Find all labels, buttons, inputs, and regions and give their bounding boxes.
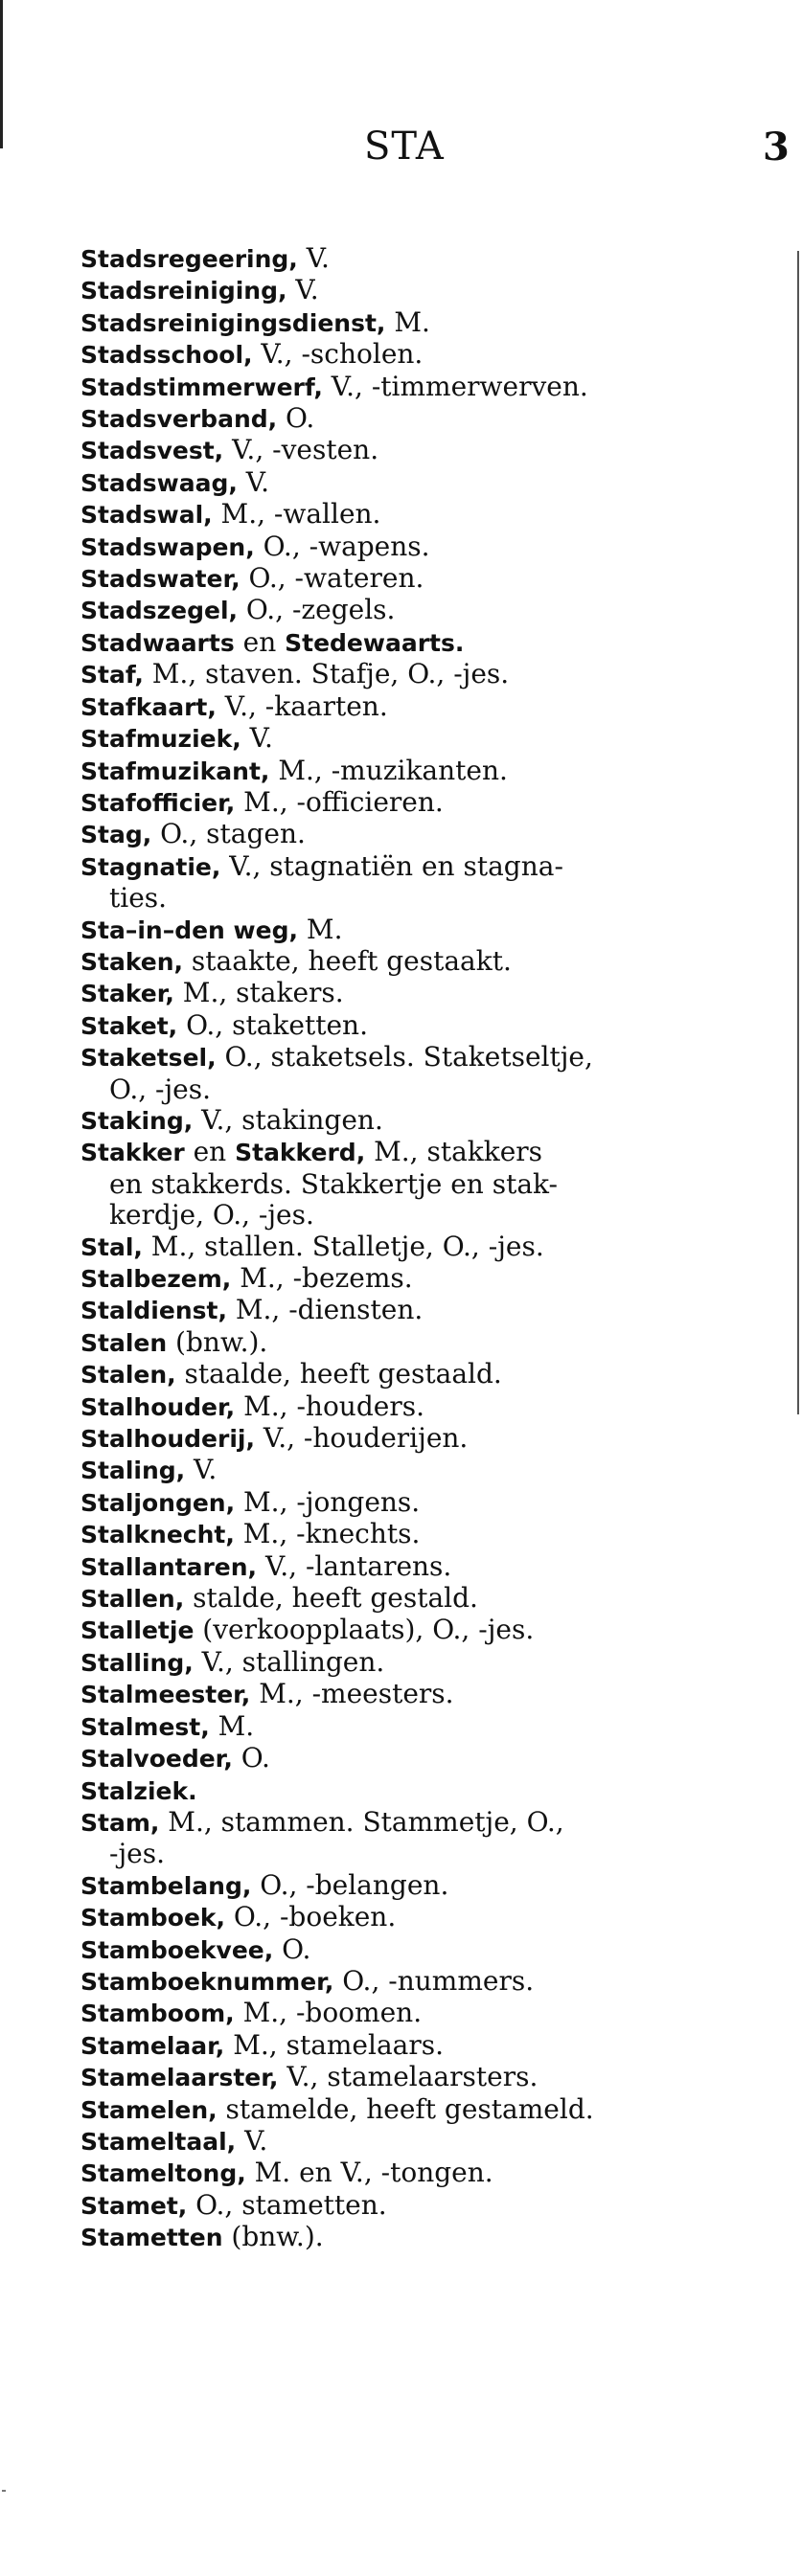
entry-line [80,1390,424,1422]
headword: Stalziek. [80,1776,197,1805]
definition-text: en [184,1136,236,1168]
entry-line [80,850,563,882]
definition-text: (bnw.). [167,1325,268,1358]
dictionary-entry [80,2190,778,2222]
page-title: STA [364,124,445,169]
headword: Stalmeester, [80,1681,251,1709]
right-column-rule [797,251,799,1414]
dictionary-entry [80,1487,778,1519]
definition-text: O. [277,402,315,435]
headword: Staf, [80,661,144,689]
entry-continuation-line [80,1169,778,1200]
headword: Stagnatie, [80,852,221,881]
headword: Stalen, [80,1361,176,1390]
definition-text: V. [185,1454,218,1486]
dictionary-entry [80,499,778,531]
entry-line [80,1422,468,1454]
dictionary-entry [80,1615,778,1646]
definition-text: O. [273,1932,311,1965]
definition-text: M., -diensten. [226,1294,424,1326]
definition-text: V., -kaarten. [216,689,388,722]
dictionary-entry [80,915,778,946]
definition-text: stamelde, heeft gestameld. [217,2092,594,2125]
definition-text: M., stamelaars. [224,2028,444,2061]
headword: Stadsreinigingsdienst, [80,308,386,337]
definition-text: V., stamelaarsters. [278,2061,538,2093]
headword: Stadsreiniging, [80,277,287,305]
headword: Stamboom, [80,2000,235,2028]
definition-text: O., staketsels. Staketseltje, [216,1041,593,1073]
headword: Stadszegel, [80,597,239,625]
entry-line [80,722,273,754]
entry-line [80,1806,564,1838]
definition-text: O. [232,1742,270,1774]
definition-text: staalde, heeft gestaald. [175,1358,502,1390]
definition-text: staakte, heeft gestaakt. [183,944,512,977]
definition-text: M. [298,913,343,945]
dictionary-entry [80,2062,778,2093]
entry-continuation-line [80,1074,778,1105]
entry-line [80,658,509,689]
definition-text: O., -zegels. [238,594,396,626]
entry-line [80,1869,448,1901]
headword: Stalletje [80,1616,195,1645]
dictionary-entry [80,1775,778,1807]
headword: Stadswal, [80,501,213,530]
definition-text: stalde, heeft gestald. [184,1582,478,1615]
headword: Stadsregeering, [80,245,298,273]
margin-mark [2,2490,6,2492]
entry-line [80,562,424,594]
entry-line [80,371,588,402]
headword: Stedewaarts. [285,628,465,657]
definition-text: V. [241,722,273,755]
definition-text: V., -lantarens. [257,1549,452,1582]
definition-text: M., staven. Stafje, O., -jes. [143,658,510,690]
dictionary-entry [80,1551,778,1583]
dictionary-entry [80,372,778,403]
dictionary-entry [80,1807,778,1870]
headword: Stamelaarster, [80,2064,279,2092]
headword: Stamboek, [80,1904,226,1932]
dictionary-entry [80,819,778,850]
definition-text: V., -timmerwerven. [322,370,588,402]
entry-line [80,1136,542,1167]
definition-text: V. [286,274,319,306]
entry-line [80,914,342,945]
dictionary-entry [80,275,778,306]
headword: Stafofficier, [80,788,236,817]
dictionary-entry [80,1743,778,1774]
entry-line [80,1582,478,1614]
dictionary-entry [80,595,778,626]
dictionary-entry [80,1998,778,2029]
definition-text: -jes. [109,1838,165,1870]
entry-line [80,1933,310,1965]
definition-text: M., stallen. Stalletje, O., -jes. [142,1230,544,1262]
definition-text: V. [237,465,269,498]
dictionary-entry [80,467,778,499]
headword: Stameltaal, [80,2127,237,2156]
entry-line [80,2221,324,2252]
dictionary-entry [80,1263,778,1295]
definition-text: M., -wallen. [212,498,381,531]
entry-line [80,1294,423,1325]
entry-continuation-line [80,1200,778,1231]
entry-line [80,1358,502,1390]
dictionary-entry [80,946,778,978]
entry-line [80,1326,267,1358]
headword: Stadsvest, [80,437,224,465]
entry-continuation-line [80,883,778,914]
entry-line [80,434,378,465]
definition-text: en stakkerds. Stakkertje en stak- [109,1167,558,1200]
entry-line [80,531,430,562]
entry-line [80,2125,267,2157]
headword: Stal, [80,1232,143,1261]
headword: Stakkerd, [235,1139,366,1167]
headword: Stamelen, [80,2095,218,2124]
entry-line [80,1997,422,2028]
headword: Stallen, [80,1585,185,1614]
dictionary-entry [80,2158,778,2189]
dictionary-entry [80,1010,778,1042]
dictionary-entry [80,1583,778,1615]
entry-line [80,1965,534,1997]
headword: Staldienst, [80,1297,227,1325]
entry-line [80,2029,444,2061]
dictionary-entry [80,723,778,755]
definition-text: M., -jongens. [235,1485,421,1518]
headword: Stafmuziek, [80,725,241,754]
definition-text: V., stallingen. [193,1645,385,1678]
definition-text: O., -jes. [109,1073,211,1105]
entry-line [80,466,269,498]
definition-text: M., -meesters. [250,1678,454,1710]
definition-text: O., staketten. [177,1008,368,1041]
dictionary-entry [80,531,778,563]
dictionary-entry [80,563,778,595]
headword: Stag, [80,821,152,849]
entry-line [80,1550,451,1582]
definition-text: (verkoopplaats), O., -jes. [194,1614,535,1646]
page-header [0,124,802,182]
dictionary-entry [80,243,778,275]
dictionary-entry [80,1679,778,1710]
dictionary-entry [80,1934,778,1966]
headword: Staketsel, [80,1044,217,1073]
definition-text: M., -knechts. [234,1518,421,1550]
headword: Stamet, [80,2191,188,2220]
definition-text: O., -belangen. [251,1868,449,1901]
dictionary-entry [80,403,778,435]
headword: Stadsverband, [80,405,278,434]
headword: Stalhouder, [80,1392,236,1421]
headword: Stam, [80,1808,160,1837]
definition-text: V., -vesten. [223,434,379,466]
entry-line [80,1104,383,1136]
definition-text: V. [297,242,330,274]
definition-text: O., -wapens. [254,530,430,562]
entry-line [80,626,464,658]
definition-text: O., -wateren. [240,562,424,595]
dictionary-entry [80,339,778,371]
definition-text: M. en V., -tongen. [245,2157,493,2189]
headword: Stalling, [80,1648,194,1677]
headword: Stafmuzikant, [80,757,270,785]
dictionary-entry [80,627,778,659]
dictionary-entry [80,1519,778,1550]
entry-line [80,1901,396,1932]
headword: Staket, [80,1011,178,1040]
entry-line [80,1518,420,1549]
entry-line [80,274,319,305]
headword: Stadwaarts [80,628,235,657]
dictionary-entry [80,1327,778,1359]
dictionary-entry [80,2222,778,2253]
dictionary-entries [80,243,778,2254]
definition-text: O., -nummers. [333,1964,535,1997]
entry-line [80,498,380,530]
dictionary-entry [80,1295,778,1326]
headword: Stakker [80,1139,185,1167]
entry-continuation-line [80,1839,778,1869]
dictionary-entry [80,787,778,819]
entry-line [80,690,388,722]
definition-text: M., -boomen. [234,1997,423,2029]
definition-text: kerdje, O., -jes. [109,1199,314,1232]
headword: Stameltong, [80,2159,246,2188]
dictionary-entry [80,1711,778,1743]
entry-line [80,1454,217,1485]
dictionary-entry [80,1647,778,1679]
entry-line [80,1646,384,1678]
entry-line [80,306,430,338]
headword: Stadstimmerwerf, [80,373,323,401]
headword: Stallantaren, [80,1552,258,1581]
entry-line [80,1710,254,1742]
dictionary-entry [80,1423,778,1455]
definition-text: M., stammen. Stammetje, O., [159,1805,564,1838]
dictionary-entry [80,2094,778,2126]
headword: Stadswapen, [80,532,255,561]
dictionary-entry [80,1455,778,1486]
entry-line [80,1041,593,1073]
dictionary-entry [80,1232,778,1263]
entry-line [80,2061,538,2092]
headword: Staker, [80,980,174,1008]
entry-line [80,1742,270,1774]
definition-text: V., stakingen. [193,1103,383,1136]
dictionary-entry [80,978,778,1009]
definition-text: M., -houders. [235,1390,424,1422]
entry-line [80,1614,534,1645]
definition-text: V., -houderijen. [254,1422,469,1455]
headword: Sta–in–den weg, [80,915,298,944]
entry-line [80,2189,387,2221]
headword: Stadswaag, [80,468,238,497]
entry-line [80,2093,594,2125]
dictionary-entry [80,1105,778,1137]
entry-line [80,402,314,434]
entry-line [80,594,395,625]
definition-text: (bnw.). [222,2221,324,2253]
dictionary-entry [80,756,778,787]
dictionary-entry [80,1042,778,1105]
dictionary-entry [80,2126,778,2158]
entry-line [80,2157,493,2188]
definition-text: V., stagnatiën en stagna- [220,849,563,882]
headword: Stalvoeder, [80,1745,233,1774]
headword: Staling, [80,1457,186,1485]
entry-line [80,1262,413,1294]
headword: Staken, [80,947,184,976]
headword: Stadswater, [80,565,241,594]
dictionary-entry [80,435,778,466]
entry-line [80,755,508,786]
headword: Staljongen, [80,1488,236,1517]
headword: Stalbezem, [80,1265,232,1293]
entry-line [80,1009,368,1041]
dictionary-entry [80,659,778,690]
definition-text: M., stakers. [173,977,344,1009]
entry-line [80,1231,544,1262]
entry-line [80,242,330,274]
entry-line [80,338,423,370]
dictionary-entry [80,691,778,723]
dictionary-entry [80,1359,778,1390]
dictionary-entry [80,1902,778,1933]
dictionary-entry [80,307,778,339]
page-number: 3 [763,124,790,169]
entry-line [80,1678,454,1709]
headword: Stalhouderij, [80,1425,255,1454]
entry-line [80,1486,420,1518]
definition-text: O., stagen. [151,818,306,850]
headword: Stalknecht, [80,1521,235,1549]
definition-text: V., -scholen. [252,338,424,371]
dictionary-entry [80,1391,778,1423]
definition-text: M., stakkers [365,1136,543,1168]
headword: Stafkaart, [80,692,217,721]
headword: Staking, [80,1106,194,1135]
dictionary-entry [80,1966,778,1998]
entry-line [80,1774,197,1806]
entry-line [80,945,512,977]
headword: Stadsschool, [80,341,253,370]
definition-text: V. [236,2124,268,2157]
definition-text: M. [209,1709,255,1742]
definition-text: M., -officieren. [235,785,444,818]
definition-text: O., stametten. [187,2188,387,2221]
definition-text: M., -muzikanten. [269,754,508,786]
headword: Stamboekvee, [80,1935,274,1964]
headword: Stametten [80,2224,223,2252]
entry-line [80,786,444,818]
definition-text: en [234,625,286,658]
headword: Stamelaar, [80,2031,225,2060]
dictionary-entry [80,1137,778,1231]
dictionary-entry [80,2030,778,2062]
dictionary-entry [80,1870,778,1902]
dictionary-entry [80,851,778,915]
headword: Stambelang, [80,1871,252,1900]
headword: Stalmest, [80,1712,210,1741]
definition-text: M., -bezems. [231,1262,413,1294]
headword: Stamboeknummer, [80,1967,334,1996]
entry-line [80,977,344,1008]
definition-text: ties. [109,882,168,915]
entry-line [80,818,306,849]
definition-text: M. [385,305,430,338]
headword: Stalen [80,1328,168,1357]
definition-text: O., -boeken. [225,1901,397,1933]
